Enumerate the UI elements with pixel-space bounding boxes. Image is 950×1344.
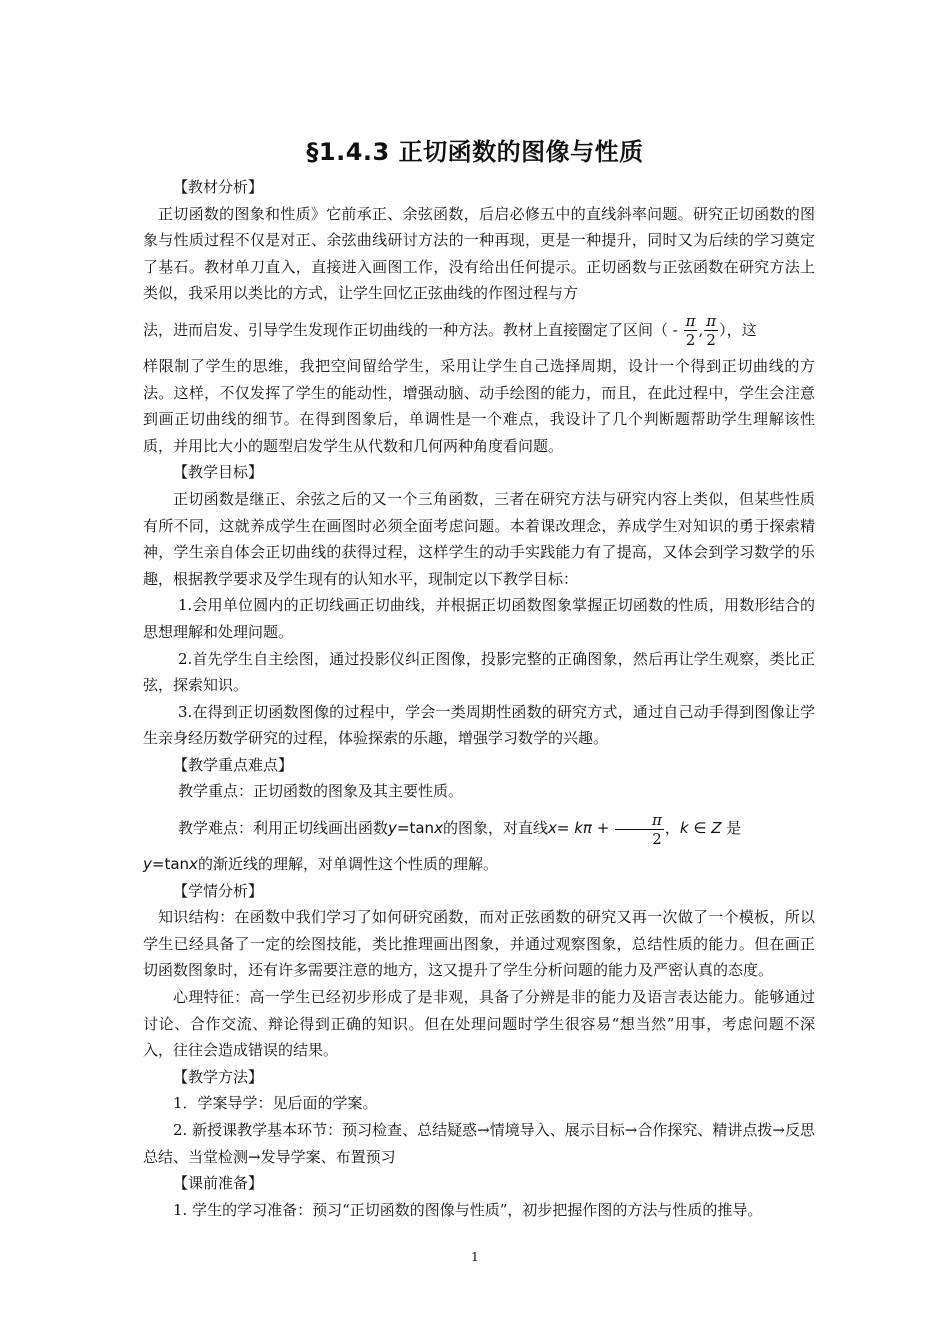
teaching-difficulty-continued [143, 851, 815, 878]
page-title: §1.4.3 正切函数的图像与性质 [306, 138, 644, 166]
analysis-paragraph-interval-line [143, 307, 815, 353]
section-heading-analysis: 【教材分析】 [173, 178, 264, 196]
math-k-in-z: k ∈ Z [679, 819, 722, 838]
goal-item-2: 2.首先学生自主绘图，通过投影仪纠正图像，投影完整的正确图象，然后再让学生观察，类比正弦，探索知识。 [143, 649, 815, 695]
prep-item-1: 1. 学生的学习准备：预习“正切函数的图像与性质”，初步把握作图的方法与性质的推导。 [173, 1200, 763, 1219]
analysis-text-a: 正切函数的图象和性质》它前承正、余弦函数，后启必修五中的直线斜率问题。研究正切函数的图象与性质过程不仅是对正、余弦曲线研讨方法的一种再现，更是一种提升，同时又为后续的学习奠定了基石。教材单刀直入，直接进入画图工作，没有给出任何提示。正切函数与正弦函数在研究方法上类似，我采用以类比的方式，让学生回忆正弦曲线的作图过程与方 [143, 204, 815, 303]
goals-intro: 正切函数是继正、余弦之后的又一个三角函数，三者在研究方法与研究内容上类似，但某些性质有所不同，这就养成学生在画图时必须全面考虑问题。本着课改理念，养成学生对知识的勇于探索精神，学生亲自体会正切曲线的获得过程，这样学生的动手实践能力有了提高，又体会到学习数学的乐趣，根据教学要求及学生现有的认知水平，现制定以下教学目标： [143, 489, 815, 588]
difficulty-text-post: 是 [721, 819, 742, 838]
section-heading-goals: 【教学目标】 [173, 463, 264, 482]
math-eq-tan: =tan [396, 819, 435, 838]
fraction-denominator: 2 [706, 331, 716, 350]
students-psychology: 心理特征：高一学生已经初步形成了是非观，具备了分辨是非的能力及语言表达能力。能够通过讨论、合作交流、辩论得到正确的知识。但在处理问题时学生很容易“想当然”用事，考虑问题不深入，往往会造成错误的结果。 [143, 988, 815, 1060]
math-plus: + [591, 819, 615, 838]
difficulty-text-pre: 教学难点：利用正切线画出函数 [178, 819, 389, 838]
difficulty-text-mid: 的图象，对直线 [442, 819, 548, 838]
math-y: y [388, 819, 397, 838]
fraction-numerator: π [706, 312, 717, 331]
method-item-2: 2. 新授课教学基本环节：预习检查、总结疑惑→情境导入、展示目标→合作探究、精讲点拨→反思总结、当堂检测→发导学案、布置预习 [143, 1121, 815, 1166]
fraction-numerator: π [685, 312, 696, 331]
analysis-text-b: 法，进而启发、引导学生发现作正切曲线的一种方法。教材上直接圈定了区间（ - [143, 320, 683, 339]
pi-over-2-fraction [704, 312, 718, 349]
math-eq-tan: =tan [151, 855, 190, 874]
teaching-focus: 教学重点：正切函数的图象及其主要性质。 [178, 782, 464, 801]
section-heading-methods: 【教学方法】 [173, 1067, 264, 1086]
pi-over-2-fraction [615, 811, 664, 848]
pi-over-2-fraction [684, 312, 698, 349]
document-body [143, 174, 815, 1223]
math-x: x [189, 855, 198, 874]
teaching-difficulty [143, 805, 815, 851]
math-x: x [434, 819, 443, 838]
fraction-denominator: 2 [652, 829, 662, 848]
interval-comma: , [698, 320, 704, 339]
fraction-numerator: π [615, 811, 664, 830]
difficulty-separator: ， [664, 819, 680, 838]
section-heading-prep: 【课前准备】 [173, 1174, 264, 1193]
difficulty-line2-text: 的渐近线的理解，对单调性这个性质的理解。 [197, 855, 498, 874]
section-heading-students: 【学情分析】 [173, 881, 264, 900]
page-number: 1 [471, 1250, 479, 1264]
math-line-x: x [547, 819, 557, 838]
method-item-1: 1．学案导学：见后面的学案。 [173, 1094, 378, 1113]
math-line-eq: = [556, 819, 575, 838]
students-knowledge: 知识结构：在函数中我们学习了如何研究函数，而对正弦函数的研究又再一次做了一个模板，所以学生已经具备了一定的绘图技能，类比推理画出图象，并通过观察图象，总结性质的能力。但在画正切函数图象时，还有许多需要注意的地方，这又提升了学生分析问题的能力及严密认真的态度。 [143, 908, 815, 980]
math-k-pi: kπ [574, 819, 592, 838]
analysis-paragraph-continued: 样限制了学生的思维，我把空间留给学生，采用让学生自己选择周期，设计一个得到正切曲线的方法。这样，不仅发挥了学生的能动性，增强动脑、动手绘图的能力，而且，在此过程中，学生会注意到画正切曲线的细节。在得到图象后，单调性是一个难点，我设计了几个判断题帮助学生理解该性质，并用比大小的题型启发学生从代数和几何两种角度看问题。 [143, 356, 815, 455]
analysis-paragraph [143, 201, 815, 307]
analysis-text-b-post: ），这 [719, 320, 757, 339]
math-y: y [143, 855, 152, 874]
section-heading-key-points: 【教学重点难点】 [173, 755, 294, 774]
fraction-denominator: 2 [685, 331, 696, 350]
goal-item-3: 3.在得到正切函数图像的过程中，学会一类周期性函数的研究方式，通过自己动手得到图像让学生亲身经历数学研究的过程，体验探索的乐趣，增强学习数学的兴趣。 [143, 702, 815, 748]
goal-item-1: 1.会用单位圆内的正切线画正切曲线，并根据正切函数图象掌握正切函数的性质，用数形结合的思想理解和处理问题。 [143, 596, 815, 641]
